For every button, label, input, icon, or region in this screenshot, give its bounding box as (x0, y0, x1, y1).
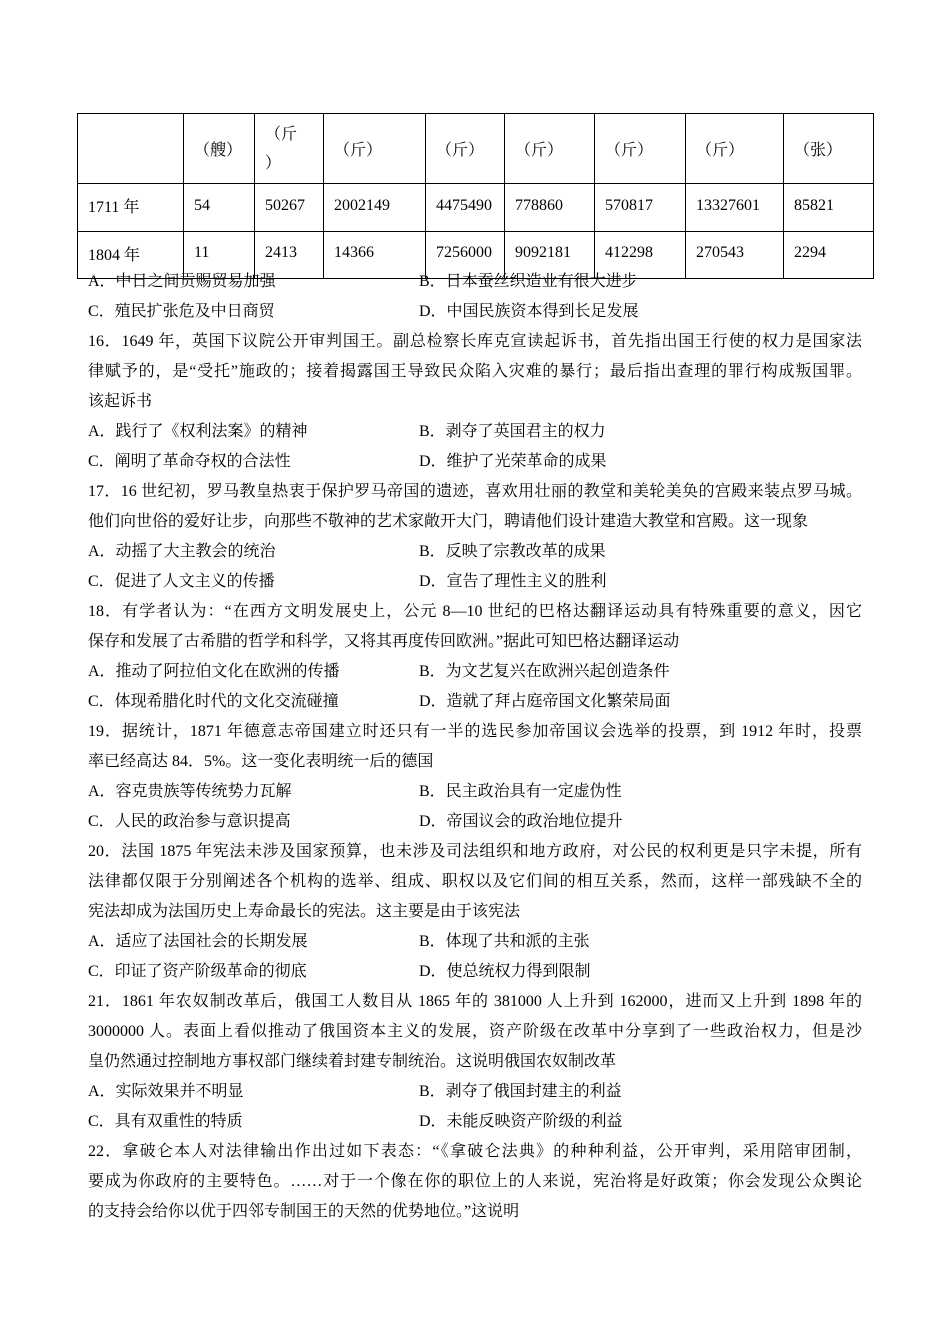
question-19-options-ab (88, 777, 862, 807)
table-cell: 85821 (784, 184, 874, 232)
question-21-line-2: 3000000 人。表面上看似推动了俄国资本主义的发展，资产阶级在改革中分享到了一些政治权力，但是沙 (88, 1023, 862, 1040)
question-21-option-b: B．剥夺了俄国封建主的利益 (419, 1083, 622, 1100)
table-cell: 13327601 (686, 184, 784, 232)
question-21-options-cd (88, 1107, 862, 1137)
table-header-cell (78, 114, 184, 184)
question-22-line-1: 22．拿破仑本人对法律输出作出过如下表态：“《拿破仑法典》的种种利益，公开审判，采用陪审团制， (88, 1143, 862, 1160)
question-17-line-2: 他们向世俗的爱好让步，向那些不敬神的艺术家敞开大门，聘请他们设计建造大教堂和宫殿。这一现象 (88, 513, 809, 530)
question-18-option-c: C．体现希腊化时代的文化交流碰撞 (88, 693, 339, 710)
table-cell: 50267 (255, 184, 324, 232)
question-20-option-b: B．体现了共和派的主张 (419, 933, 590, 950)
question-17-options-ab (88, 537, 862, 567)
question-16-option-b: B．剥夺了英国君主的权力 (419, 423, 606, 440)
question-20-options-cd (88, 957, 862, 987)
question-15-option-a: A．中日之间贡赐贸易加强 (88, 273, 276, 290)
question-19-option-d: D．帝国议会的政治地位提升 (419, 813, 623, 830)
question-20-line-1: 20．法国 1875 年宪法未涉及国家预算，也未涉及司法组织和地方政府，对公民的权利更是只字未提，所有 (88, 843, 862, 860)
table-header-cell: （斤） (426, 114, 505, 184)
table-header-cell: （斤） (505, 114, 595, 184)
question-16-option-c: C．阐明了革命夺权的合法性 (88, 453, 291, 470)
row-year-cell: 1804 年 (78, 232, 184, 279)
table-header-cell: （张） (784, 114, 874, 184)
question-20-option-a: A．适应了法国社会的长期发展 (88, 933, 308, 950)
table-header-text: （斤） (265, 125, 298, 172)
question-21-line-3: 皇仍然通过控制地方事权部门继续着封建专制统治。这说明俄国农奴制改革 (88, 1053, 617, 1070)
question-18-options-ab (88, 657, 862, 687)
table-cell: 2294 (784, 232, 874, 279)
question-19-options-cd (88, 807, 862, 837)
table-cell: 778860 (505, 184, 595, 232)
question-17-option-d: D．宣告了理性主义的胜利 (419, 573, 607, 590)
question-18-option-b: B．为文艺复兴在欧洲兴起创造条件 (419, 663, 670, 680)
table-cell: 7256000 (426, 232, 505, 279)
table-cell: 270543 (686, 232, 784, 279)
question-20-line-2: 法律都仅限于分别阐述各个机构的选举、组成、职权以及它们间的相互关系，然而，这样一部残缺不全的 (88, 873, 862, 890)
table-header-cell (255, 114, 324, 184)
question-20-options-ab (88, 927, 862, 957)
question-20-option-c: C．印证了资产阶级革命的彻底 (88, 963, 307, 980)
table-row-1711 (78, 184, 874, 232)
table-cell: 4475490 (426, 184, 505, 232)
question-15-option-c: C．殖民扩张危及中日商贸 (88, 303, 275, 320)
question-21-option-a: A．实际效果并不明显 (88, 1083, 244, 1100)
question-16-line-3: 该起诉书 (88, 393, 153, 410)
question-18-options-cd (88, 687, 862, 717)
question-21-options-ab (88, 1077, 862, 1107)
question-19-option-a: A．容克贵族等传统势力瓦解 (88, 783, 292, 800)
table-cell: 412298 (595, 232, 686, 279)
question-20-line-3: 宪法却成为法国历史上寿命最长的宪法。这主要是由于该宪法 (88, 903, 521, 920)
question-16-option-d: D．维护了光荣革命的成果 (419, 453, 607, 470)
question-19-option-b: B．民主政治具有一定虚伪性 (419, 783, 622, 800)
question-16-line-2: 律赋予的，是“受托”施政的；接着揭露国王导致民众陷入灾难的暴行；最后指出查理的罪行构成叛国罪。 (88, 363, 862, 380)
question-17-option-b: B．反映了宗教改革的成果 (419, 543, 606, 560)
question-15-options-ab (88, 267, 862, 297)
question-17-option-c: C．促进了人文主义的传播 (88, 573, 275, 590)
question-16-options-cd (88, 447, 862, 477)
question-18-line-1: 18．有学者认为：“在西方文明发展史上，公元 8—10 世纪的巴格达翻译运动具有特殊重要的意义，因它 (88, 603, 862, 620)
question-16-option-a: A．践行了《权利法案》的精神 (88, 423, 308, 440)
table-unit-row (78, 114, 874, 184)
question-21-option-c: C．具有双重性的特质 (88, 1113, 243, 1130)
question-17-line-1: 17．16 世纪初，罗马教皇热衷于保护罗马帝国的遗迹，喜欢用壮丽的教堂和美轮美奂的宫殿来装点罗马城。 (88, 483, 862, 500)
question-18-line-2: 保存和发展了古希腊的哲学和科学，又将其再度传回欧洲。”据此可知巴格达翻译运动 (88, 633, 680, 650)
question-15-options-cd (88, 297, 862, 327)
table-header-cell: （斤） (686, 114, 784, 184)
table-header-cell: （斤） (324, 114, 426, 184)
question-18-option-a: A．推动了阿拉伯文化在欧洲的传播 (88, 663, 340, 680)
table-cell: 54 (184, 184, 255, 232)
question-19-line-1: 19．据统计，1871 年德意志帝国建立时还只有一半的选民参加帝国议会选举的投票，到 1912 年时，投票 (88, 723, 862, 740)
table-cell: 570817 (595, 184, 686, 232)
table-cell: 11 (184, 232, 255, 279)
question-18-option-d: D．造就了拜占庭帝国文化繁荣局面 (419, 693, 671, 710)
table-header-cell: （艘） (184, 114, 255, 184)
question-21-option-d: D．未能反映资产阶级的利益 (419, 1113, 623, 1130)
question-16-line-1: 16．1649 年，英国下议院公开审判国王。副总检察长库克宣读起诉书，首先指出国王行使的权力是国家法 (88, 333, 862, 350)
question-19-option-c: C．人民的政治参与意识提高 (88, 813, 291, 830)
question-content (88, 267, 862, 1227)
question-21-line-1: 21．1861 年农奴制改革后，俄国工人数目从 1865 年的 381000 人上升到 162000，进而又上升到 1898 年的 (88, 993, 862, 1010)
question-15-option-d: D．中国民族资本得到长足发展 (419, 303, 639, 320)
table-cell: 9092181 (505, 232, 595, 279)
table-cell: 2002149 (324, 184, 426, 232)
question-17-option-a: A．动摇了大主教会的统治 (88, 543, 276, 560)
question-22-line-2: 要成为你政府的主要特色。……对于一个像在你的职位上的人来说，宪治将是好政策；你会发现公众舆论 (88, 1173, 862, 1190)
table-cell: 2413 (255, 232, 324, 279)
question-16-options-ab (88, 417, 862, 447)
trade-data-table (77, 113, 874, 279)
question-22-line-3: 的支持会给你以优于四邻专制国王的天然的优势地位。”这说明 (88, 1203, 520, 1220)
row-year-cell: 1711 年 (78, 184, 184, 232)
question-19-line-2: 率已经高达 84．5%。这一变化表明统一后的德国 (88, 753, 434, 770)
table-header-cell: （斤） (595, 114, 686, 184)
question-15-option-b: B．日本蚕丝织造业有很大进步 (419, 273, 638, 290)
question-17-options-cd (88, 567, 862, 597)
question-20-option-d: D．使总统权力得到限制 (419, 963, 591, 980)
table-cell: 14366 (324, 232, 426, 279)
